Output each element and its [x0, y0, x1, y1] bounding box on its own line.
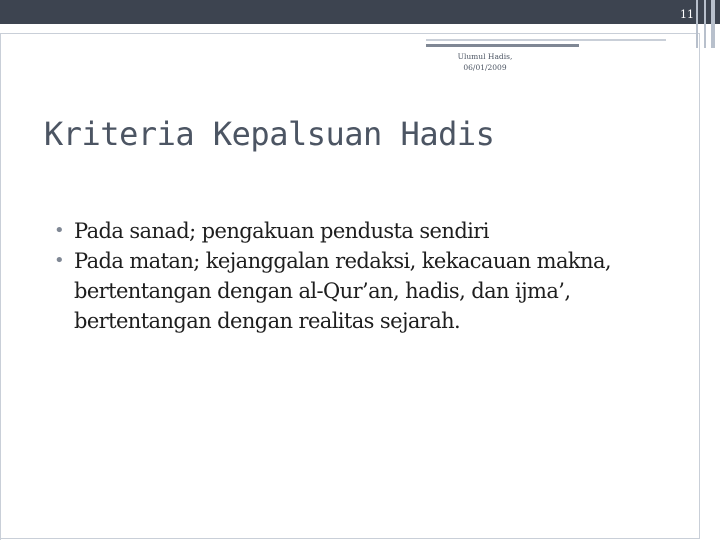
bullet-text: Pada matan; kejanggalan redaksi, kekacauan makna, bertentangan dengan al-Qur’an, hadis, dan ijma’, bertentangan dengan realitas sejarah.: [74, 249, 611, 333]
top-bar: [0, 0, 720, 24]
frame-right-strip-2: [704, 0, 706, 48]
header-course: Ulumul Hadis,: [457, 52, 513, 61]
bullet-item: [54, 246, 694, 336]
frame-right-strip-1: [696, 0, 698, 48]
frame-right-line: [699, 34, 700, 539]
frame-right-strip-3: [711, 0, 715, 48]
bullet-list: [54, 216, 694, 336]
header-meta: [440, 51, 530, 73]
header-date: 06/01/2009: [463, 63, 507, 72]
slide-title: Kriteria Kepalsuan Hadis: [44, 115, 495, 153]
frame-bottom-line: [0, 538, 700, 539]
bullet-dot-icon: •: [54, 250, 65, 271]
header-accent-bar: [426, 44, 579, 47]
frame-top-line: [0, 33, 700, 34]
bullet-item: [54, 216, 694, 246]
frame-left-line: [0, 34, 1, 540]
header-accent-line: [426, 39, 666, 41]
bullet-text: Pada sanad; pengakuan pendusta sendiri: [74, 219, 489, 243]
slide-number: 11: [680, 8, 694, 21]
bullet-dot-icon: •: [54, 220, 65, 241]
